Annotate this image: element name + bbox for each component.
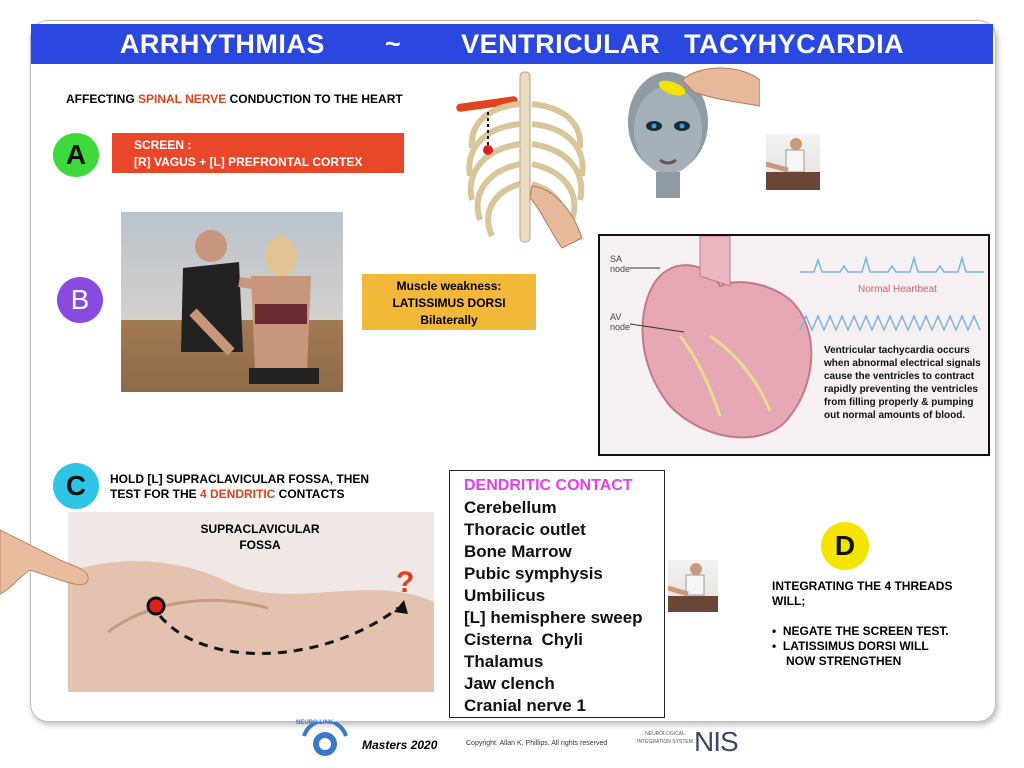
neurolink-logo-text: NEURO LINK bbox=[296, 720, 334, 726]
normal-heartbeat-label: Normal Heartbeat bbox=[858, 284, 937, 295]
nis-small-label: NEUROLOGICAL INTEGRATION SYSTEM bbox=[637, 731, 693, 745]
practitioner-photo-top bbox=[766, 134, 820, 190]
dendritic-contact-box bbox=[449, 470, 665, 718]
muscle-line3: Bilaterally bbox=[420, 313, 478, 327]
step-c-instructions bbox=[110, 472, 369, 502]
step-a-badge bbox=[53, 133, 99, 177]
step-c-line2 bbox=[110, 487, 369, 502]
step-d-bullet2: • LATISSIMUS DORSI WILL bbox=[772, 639, 929, 653]
step-c-line2c: CONTACTS bbox=[275, 487, 345, 501]
step-c-line2a: TEST FOR THE bbox=[110, 487, 200, 501]
screen-line2: [R] VAGUS + [L] PREFRONTAL CORTEX bbox=[134, 155, 363, 169]
dendritic-item: Cisterna Chyli bbox=[464, 630, 584, 649]
title-right: VENTRICULAR TACYHYCARDIA bbox=[461, 28, 905, 59]
step-d-bullet1: • NEGATE THE SCREEN TEST. bbox=[772, 624, 949, 638]
muscle-test-photo bbox=[121, 212, 343, 392]
step-b-letter: B bbox=[70, 284, 90, 315]
muscle-line1: Muscle weakness: bbox=[396, 279, 502, 293]
screen-line1: SCREEN : bbox=[134, 138, 192, 152]
dendritic-item: Thoracic outlet bbox=[464, 520, 586, 539]
dendritic-heading: DENDRITIC CONTACT bbox=[464, 477, 633, 494]
dendritic-item: Jaw clench bbox=[464, 674, 555, 693]
step-d-bullet2b-text: NOW STRENGTHEN bbox=[786, 654, 902, 668]
step-c-line2b: 4 DENDRITIC bbox=[200, 487, 276, 501]
pointing-hand bbox=[0, 520, 92, 600]
muscle-weakness-box bbox=[362, 274, 536, 330]
step-c-letter: C bbox=[65, 470, 87, 501]
dendritic-item: Cerebellum bbox=[464, 498, 557, 517]
dendritic-item: Cranial nerve 1 bbox=[464, 696, 586, 715]
dendritic-item: Bone Marrow bbox=[464, 542, 572, 561]
step-c-line1: HOLD [L] SUPRACLAVICULAR FOSSA, THEN bbox=[110, 472, 370, 486]
muscle-line2: LATISSIMUS DORSI bbox=[392, 296, 506, 310]
ribcage-illustration bbox=[452, 68, 602, 250]
subtitle bbox=[66, 92, 403, 106]
title-bar bbox=[31, 24, 993, 64]
subtitle-highlight: SPINAL NERVE bbox=[138, 92, 227, 106]
fossa-label-line2: FOSSA bbox=[239, 538, 281, 552]
neurolink-logo bbox=[296, 720, 350, 762]
title-left: ARRHYTHMIAS bbox=[119, 28, 325, 59]
question-mark: ? bbox=[396, 566, 415, 599]
copyright-label: Copyright. Allan K. Phillips. All rights reserved bbox=[466, 740, 608, 747]
title-separator: ~ bbox=[384, 28, 402, 59]
step-a-letter: A bbox=[65, 139, 87, 170]
step-b-badge bbox=[57, 277, 103, 323]
av-node-label: AV node bbox=[610, 312, 631, 332]
step-d-bullet1-text: NEGATE THE SCREEN TEST. bbox=[782, 624, 949, 638]
step-c-badge bbox=[53, 463, 99, 509]
dendritic-item: Pubic symphysis bbox=[464, 564, 603, 583]
dendritic-item: [L] hemisphere sweep bbox=[464, 608, 643, 627]
practitioner-photo-middle bbox=[668, 560, 718, 612]
fossa-label-line1: SUPRACLAVICULAR bbox=[200, 522, 320, 536]
masters-label: Masters 2020 bbox=[362, 738, 438, 752]
head-illustration bbox=[620, 60, 760, 200]
step-d-text bbox=[772, 579, 972, 669]
step-d-letter: D bbox=[834, 530, 856, 561]
sa-node-label: SA node bbox=[610, 254, 631, 274]
step-d-badge bbox=[821, 522, 869, 570]
screen-box bbox=[112, 133, 404, 173]
dendritic-item: Thalamus bbox=[464, 652, 544, 671]
dendritic-item: Umbilicus bbox=[464, 586, 546, 605]
heart-panel bbox=[598, 234, 990, 456]
nis-logo: NIS bbox=[694, 726, 738, 757]
vt-description: Ventricular tachycardia occurs when abnormal electrical signals cause the ventricles to contract rapidly preventing the ventricles from filling properly & pumping out normal amounts of blood. bbox=[824, 345, 981, 421]
subtitle-part2: CONDUCTION TO THE HEART bbox=[226, 92, 403, 106]
subtitle-part1: AFFECTING bbox=[66, 92, 138, 106]
step-d-line1: INTEGRATING THE 4 THREADS bbox=[772, 579, 953, 593]
step-d-line2: WILL; bbox=[772, 594, 806, 608]
step-d-bullet2a-text: LATISSIMUS DORSI WILL bbox=[782, 639, 929, 653]
fossa-label bbox=[190, 521, 330, 553]
